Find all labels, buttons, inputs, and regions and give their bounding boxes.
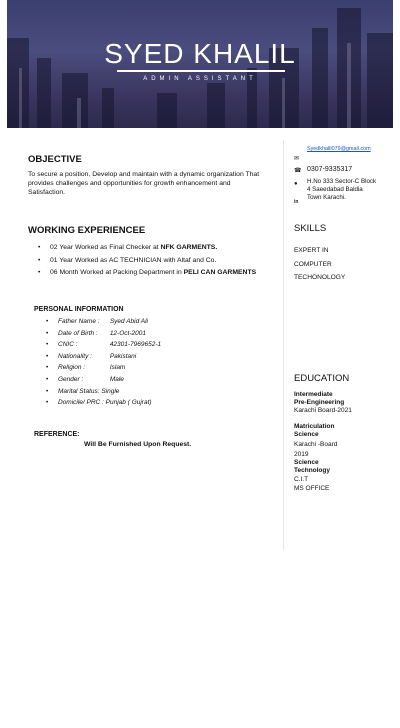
personal-info-list	[46, 316, 276, 409]
objective-heading: OBJECTIVE	[28, 154, 82, 165]
applicant-name: SYED KHALIL	[104, 38, 296, 69]
phone-number: 0307-9335317	[307, 166, 353, 173]
location-icon: ●	[294, 181, 298, 187]
linkedin-icon[interactable]: in	[294, 199, 299, 205]
personal-info-item: • Nationality : Pakistani	[46, 351, 276, 363]
personal-info-item: • Domicile/ PRC : Punjab ( Gujrat)	[46, 397, 276, 409]
personal-info-heading: PERSONAL INFORMATION	[34, 306, 124, 313]
skill-line: TECHONOLOGY	[294, 274, 346, 281]
phone-icon: ☎	[294, 168, 302, 174]
education-line: Pre-Engineering	[294, 399, 345, 406]
experience-item: • 01 Year Worked as AC TECHNICIAN with Altaf and Co.	[38, 255, 283, 268]
address	[307, 178, 376, 201]
reference-heading: REFERENCE:	[34, 431, 80, 438]
education-line: Karachi -Board	[294, 441, 338, 448]
skill-line: COMPUTER	[294, 260, 332, 268]
skills-heading: SKILLS	[294, 223, 327, 234]
education-line: Karachi Board-2021	[294, 407, 352, 414]
education-list	[294, 391, 394, 493]
education-line: Technology	[294, 467, 330, 474]
education-line: MS OFFICE	[294, 485, 330, 492]
education-line: Science	[294, 431, 319, 438]
personal-info-item: • Gender : Male	[46, 374, 276, 386]
name-underline	[117, 70, 285, 72]
education-spacer	[294, 415, 394, 423]
address-line: H.No 333 Sector-C Block	[307, 178, 377, 185]
email-icon: ✉	[294, 156, 300, 162]
education-line: Matriculation	[294, 423, 335, 430]
personal-info-item: • Marital Status: Single	[46, 386, 276, 398]
experience-item: • 06 Month Worked at Packing Department in PELI CAN GARMENTS	[38, 267, 283, 280]
experience-heading: WORKING EXPERIENCEE	[28, 225, 146, 236]
column-divider	[283, 140, 284, 550]
personal-info-item: • Religion : Islam	[46, 362, 276, 374]
education-line: Science	[294, 459, 319, 466]
header-banner	[7, 0, 393, 128]
experience-item: • 02 Year Worked as Final Checker at NFK GARMENTS.	[38, 242, 283, 255]
personal-info-item: • Father Name : Syed Abid Ali	[46, 316, 276, 328]
education-line: 2019	[294, 451, 309, 458]
skill-line: EXPERT IN	[294, 247, 329, 254]
reference-text: Will Be Furnished Upon Request.	[84, 441, 192, 448]
personal-info-item: • Date of Birth : 12-Oct-2001	[46, 328, 276, 340]
email-link[interactable]: Syedkhalil079@gmail.com	[307, 146, 371, 152]
personal-info-item: • CNIC : 42301-7969652-1	[46, 339, 276, 351]
skills-list	[294, 244, 345, 285]
education-heading: EDUCATION	[294, 373, 350, 384]
address-line: 4 Saeedabad Baldia	[307, 185, 363, 193]
objective-text: To secure a position, Develop and maintain with a dynamic organization That provides challenges and opportunities for growth enhancement and Satisfaction.	[28, 171, 260, 196]
job-title: ADMIN ASSISTANT	[143, 76, 257, 82]
address-line: Town Karachi.	[307, 193, 346, 201]
education-line: Intermediate	[294, 391, 333, 398]
education-line: C.I.T	[294, 476, 309, 483]
experience-list	[38, 242, 283, 280]
